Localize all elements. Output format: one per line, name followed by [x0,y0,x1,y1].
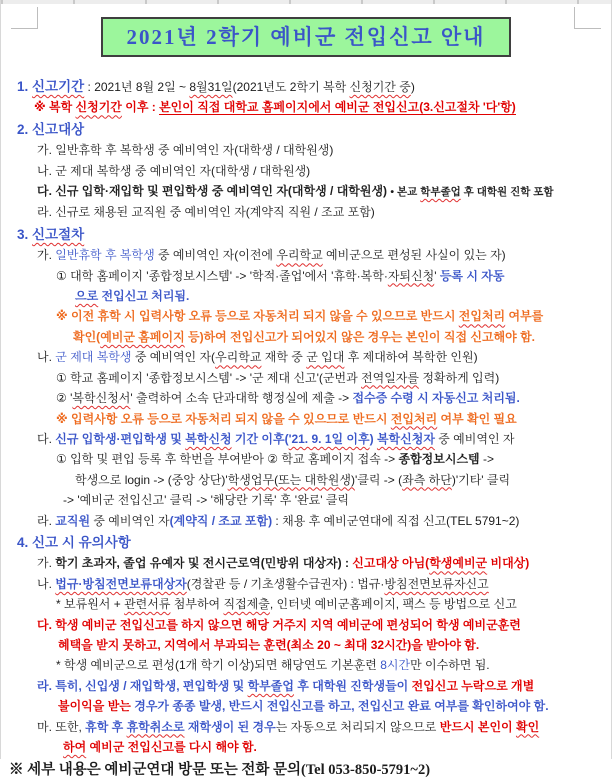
text-segment: 후 대학원 진학 포함 [460,186,554,199]
text-segment: 휴학 후 [85,719,127,734]
text-segment: 직접제출 [223,597,270,612]
text-segment: ) [410,80,415,94]
doc-line-28 [1,655,611,675]
doc-line-8 [1,245,611,265]
document-body [1,77,611,781]
doc-line-23 [1,553,611,573]
text-segment: 접수증 수령 시 자동신고 처리됨. [352,391,520,406]
doc-line-7 [1,225,611,245]
text-segment: 마. 또한, [37,719,86,734]
doc-line-14 [1,368,611,388]
doc-line-33 [1,760,611,780]
document-title-text: 2021년 2학기 예비군 전입신고 안내 [126,25,486,49]
doc-line-4 [1,161,611,181]
text-segment: 신규 입학생·편입학생 및 [55,431,186,446]
text-segment: 기간 이후( [231,431,289,446]
text-segment: ' [434,268,440,283]
text-segment: -> '예비군 전입신고' 클릭 -> '해당란 기록' 후 '완료' 클릭 [63,493,350,508]
text-segment: 라. [37,678,56,693]
text-segment: 예비군으로 편성된 사실이 있는 자) [322,248,506,263]
doc-line-10 [1,286,611,306]
text-segment: ① 대학 홈페이지 '종합정보시스템' -> '학적·졸업'에서 '휴학·복학· [56,268,388,283]
text-segment: 반드시 본인이 [439,719,516,734]
text-segment: 신청기간 [75,100,122,115]
text-segment: ' 출력하여 소속 단과대학 행정실에 제출 -> [130,391,353,406]
page-margin-corner-right [574,7,601,29]
text-segment: 2. 신고대상 [17,121,85,137]
text-segment: (경찰관 등 / 기초생활수급권자) : 법규· [186,576,385,591]
text-segment: 등)하여 전입신고가 되어있지 않은 경우는 본인이 직접 신고해야 함. [184,329,535,344]
text-segment: 라. 신규로 채용된 교직원 중 예비역인 자(계약직 직원 / 조교 포함) [37,205,375,220]
text-segment: 다. 학생 예비군 전입신고를 하지 않으면 해당 거주지 지역 예비군에 편성되어 학생 예비군훈련 [37,617,521,632]
doc-line-12 [1,327,611,347]
doc-line-18 [1,449,611,469]
text-segment: -> [479,452,494,467]
text-segment: • 본교 [390,186,421,199]
text-segment: 교직원 [55,513,91,528]
text-segment: 전입신고 처리됨. [98,289,190,304]
doc-line-3 [1,140,611,160]
text-segment: 전입처리 [458,309,506,324]
text-segment: ※ 복학 [34,100,76,115]
text-segment: 등록 시 자동 [439,268,505,283]
text-segment: 일반휴학 후 복학생 [55,248,155,263]
text-segment: 혜택을 받지 못하고, 지역에서 부과되는 훈련(최소 20 ~ 최대 32시간)을 받아야 함. [58,637,480,652]
text-segment: 중 예비역인 자(이전에 [154,248,277,263]
text-segment: 만 이수하면 됨. [410,658,490,673]
text-segment: 나. [37,576,56,591]
text-segment: 중 예비역인 자 [90,513,170,528]
text-segment: 휴학취소로 [126,719,185,734]
text-segment: (2021년도 2학기 복학 [232,80,350,94]
text-segment: 가. 일반휴학 후 복학생 중 예비역인 자(대학생 / 대학원생) [37,143,334,158]
text-segment: 우리학교 [276,248,323,263]
doc-line-15 [1,388,611,408]
text-segment: 다. 신규 입학·재입학 및 편입학생 중 예비역인 자(대학생 / 대학원생) [37,184,391,199]
text-segment: 는 자동으로 처리되지 않으므로 [275,719,440,734]
text-segment: 학생으로 login -> (중앙 상단)' [75,472,228,487]
text-segment: 2021년 8월 2일 ~ [94,80,190,94]
doc-line-13 [1,347,611,367]
text-segment: ① 학교 홈페이지 '종합정보시스템' -> '군 제대 신고'(군번과 [56,370,362,385]
text-segment: 군 제대 복학생 [55,350,132,365]
doc-line-27 [1,635,611,655]
doc-line-19 [1,470,611,490]
text-segment: (계약직 / 조교 포함) [169,513,273,528]
text-segment: 다. [37,431,56,446]
text-segment: 전역일자를 [361,370,419,385]
doc-line-5 [1,181,611,202]
text-segment: 학생업무(또는 대학원생) [227,472,355,487]
doc-line-11 [1,306,611,326]
text-segment: 중 예비역인 자( [131,350,216,365]
text-segment: '21. 9. 1일 이후 [288,431,370,446]
text-segment: 나. [37,350,56,365]
text-segment: 학기 초과자, 졸업 유예자 및 전시근로역(민방위 대상자) [55,556,342,571]
text-segment: 여부 확인 필요 [437,411,517,426]
doc-line-17 [1,429,611,449]
text-segment: 으로 [75,289,99,304]
text-segment: 재학 중 [261,350,307,365]
text-segment: 학생예비군 [429,556,488,571]
doc-line-29 [1,676,611,696]
text-segment: 불이익을 받는 [58,699,135,714]
text-segment: 복학신청자 [376,431,435,446]
text-segment: , 인터넷 예비군홈페이지, 팩스 등 방법으로 신고 [269,597,517,612]
doc-line-24 [1,574,611,594]
text-segment: ② ' [56,391,73,406]
text-segment: (3.신고절차 '다'항) [419,100,516,115]
text-segment: 학부졸업 [247,678,294,693]
text-segment: 신고대상 아님( [352,556,430,571]
page-margin-corner-left [11,7,38,29]
text-segment: 확인 [515,719,540,734]
doc-line-32 [1,737,611,757]
text-segment: : 채용 후 예비군연대에 직접 신고(TEL 5791~2) [272,513,520,528]
doc-line-25 [1,594,611,614]
text-segment: 후 대학원 진학생들이 [293,678,412,693]
text-segment: 후 제대하여 복학한 인원) [344,350,478,365]
text-segment: 경우가 종종 발생, 반드시 전입신고를 하고, 전입신고 완료 여부를 확인하여야 함. [134,699,549,714]
text-segment: 확인( [73,329,101,344]
text-segment: 우리학교 [215,350,262,365]
text-segment: * 학생 예비군으로 편성(1개 학기 이상)되면 해당연도 기본훈련 [56,658,381,673]
text-segment: 하여 [63,740,87,754]
text-segment: '클릭 -> ( [354,472,403,487]
text-segment: 나. 군 제대 복학생 중 예비역인 자(대학생 / 대학원생) [37,163,311,178]
text-segment: 좌측 하단 [402,472,452,487]
text-segment: 법규·방침전면보류대상자 [55,576,187,591]
doc-line-30 [1,696,611,716]
text-segment: 전입신고 누락으로 개별 [411,678,535,693]
text-segment: 신고기간 [32,79,85,94]
text-segment: : [84,80,95,94]
text-segment: 라. [37,513,56,528]
doc-line-31 [1,717,611,737]
text-segment: ※ 이전 휴학 시 입력사항 오류 등으로 자동처리 되지 않을 수 있으므로 반드시 [56,309,459,324]
text-segment: ※ 세부 내용은 예비군연대 방문 또는 전화 문의(Tel 053-850-5791~2) [9,762,431,779]
text-segment: 예비군 전입신고를 다시 해야 함. [86,740,257,754]
doc-line-16 [1,409,611,429]
doc-line-1 [1,97,611,117]
document-title [101,17,512,57]
text-segment: 3. [17,226,33,242]
text-segment: 군 입대 [306,350,345,365]
text-segment: ① 입학 및 편입 등록 후 학번을 부여받아 ② 학교 홈페이지 접속 -> [56,452,399,467]
text-segment: 방침전면보류자신고 [384,576,489,591]
text-segment: 정확하게 입력) [419,370,500,385]
text-segment: 가. [37,248,56,263]
doc-line-22 [1,533,611,553]
doc-line-26 [1,615,611,635]
doc-line-20 [1,490,611,510]
text-segment: 이후 : [121,100,160,115]
ruler-strip [1,0,611,4]
text-segment: 여부를 [505,309,544,324]
text-segment: 8시간 [380,658,411,673]
text-segment: 특히, 신입생 / 재입학생, 편입학생 및 [55,678,248,693]
text-segment: 관련서류 [124,597,171,612]
doc-line-9 [1,266,611,286]
text-segment: 중 예비역인 자 [434,431,515,446]
text-segment: 학부졸업 [420,186,461,199]
text-segment: 1. [17,79,33,94]
text-segment: 4. 신고 시 유의사항 [17,534,131,550]
text-segment: 종합정보시스템 [398,452,480,467]
text-segment: ※ 입력사항 오류 등으로 자동처리 되지 않을 수 있으므로 반드시 [56,411,391,426]
text-segment: 전입처리 [390,411,438,426]
doc-line-2 [1,120,611,140]
text-segment: 신고절차 [32,226,85,242]
text-segment: 8월31일 [189,80,233,94]
text-segment: 복학신청서 [72,391,131,406]
text-segment: : [341,556,353,571]
text-segment: 복학신청 [185,431,232,446]
text-segment: * 보류원서 + [56,597,125,612]
text-segment: 신청기간 중 [349,80,411,94]
text-segment: 첨부하여 [170,597,224,612]
doc-line-6 [1,202,611,222]
text-segment: 비대상) [487,556,530,571]
text-segment: 재학생이 된 경우 [184,719,276,734]
text-segment: 자퇴신청 [387,268,435,283]
text-segment: )'기타' 클릭 [451,472,511,487]
text-segment: 예비군 홈페이지 [100,329,185,344]
doc-line-21 [1,511,611,531]
text-segment: 본인이 직접 대학교 홈페이지에서 예비군 전입신고 [159,100,420,115]
text-segment: ) [369,431,377,446]
text-segment: 가. [37,556,56,571]
doc-line-0 [1,77,611,97]
